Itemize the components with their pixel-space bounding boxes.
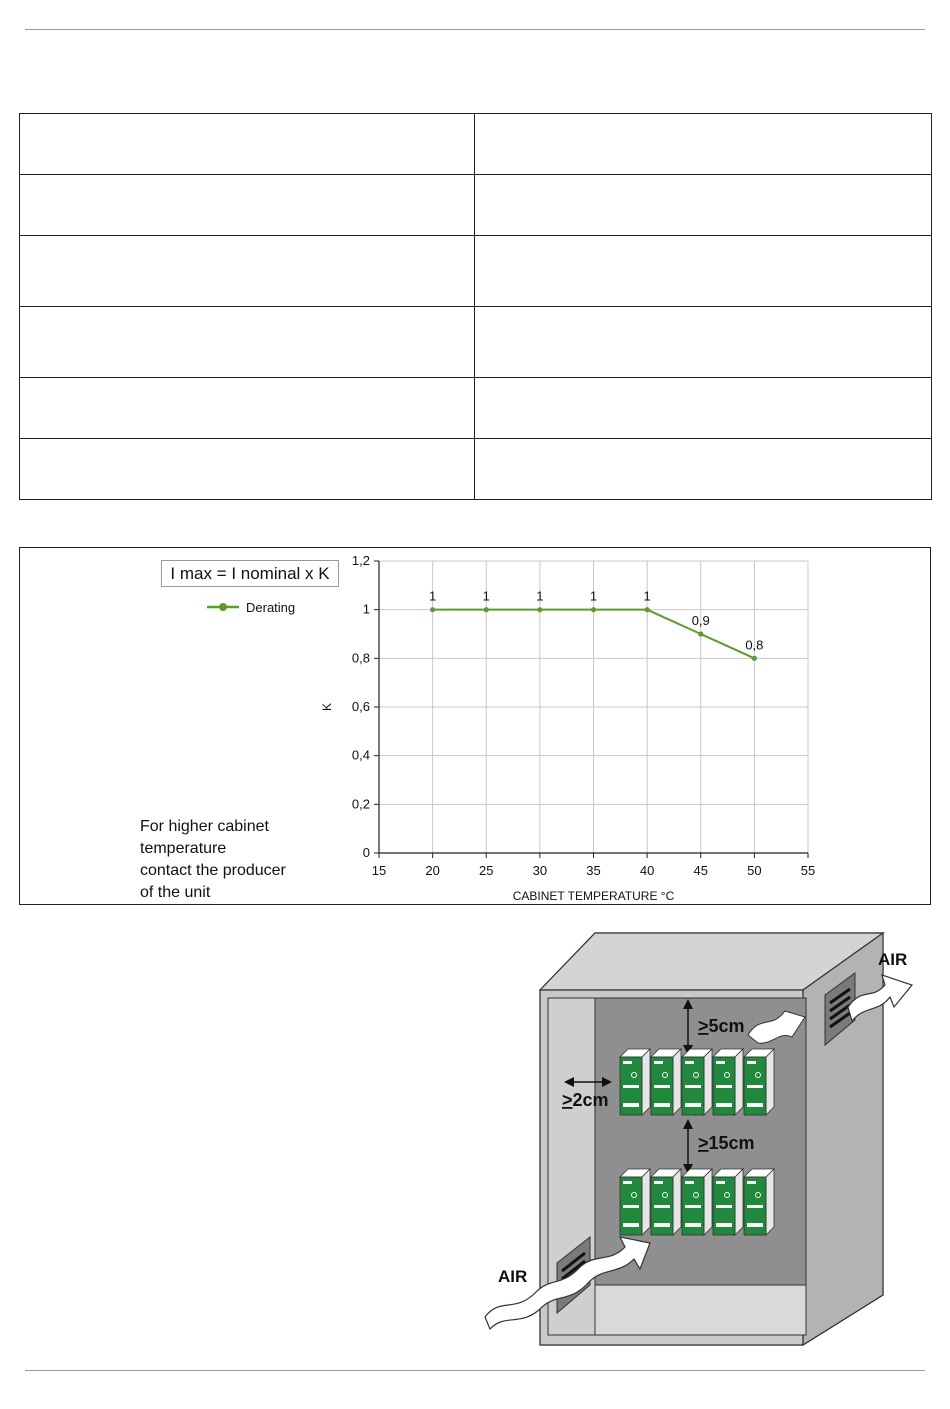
module-side xyxy=(735,1169,743,1235)
module-label-icon xyxy=(716,1205,732,1208)
data-point xyxy=(752,656,757,661)
module-label-icon xyxy=(747,1103,763,1107)
module-label-icon xyxy=(654,1085,670,1088)
y-tick-label: 0,8 xyxy=(351,650,370,666)
data-point xyxy=(430,607,435,612)
module-label-icon xyxy=(716,1181,725,1184)
row-clearance-label: >15cm xyxy=(698,1133,755,1153)
x-tick-label: 15 xyxy=(371,863,387,878)
table-cell xyxy=(20,175,475,236)
module-label-icon xyxy=(654,1181,663,1184)
module-label-icon xyxy=(716,1223,732,1227)
derating-chart xyxy=(20,548,930,904)
cabinet-floor xyxy=(595,1285,806,1335)
module-side xyxy=(766,1049,774,1115)
module-side xyxy=(704,1169,712,1235)
specification-table xyxy=(19,113,932,500)
table-cell xyxy=(475,307,932,378)
data-label: 1 xyxy=(429,588,437,604)
y-tick-label: 0,2 xyxy=(351,796,370,812)
module-label-icon xyxy=(685,1085,701,1088)
x-tick-label: 20 xyxy=(425,863,440,878)
module-label-icon xyxy=(654,1223,670,1227)
x-tick-label: 45 xyxy=(693,863,708,878)
note-line: For higher cabinet xyxy=(140,818,269,835)
data-label: 1 xyxy=(482,588,490,604)
module-label-icon xyxy=(623,1085,639,1088)
module-row-bottom xyxy=(620,1169,774,1235)
table-row xyxy=(20,378,932,439)
chart-axes xyxy=(352,553,815,878)
chart-grid xyxy=(379,561,808,853)
data-point xyxy=(537,607,542,612)
table-row xyxy=(20,236,932,307)
module-side xyxy=(642,1049,650,1115)
din-module xyxy=(620,1049,650,1115)
table-cell xyxy=(20,114,475,175)
y-tick-label: 0,4 xyxy=(351,747,370,763)
y-axis-label: K xyxy=(320,702,334,712)
x-axis-label: CABINET TEMPERATURE °C xyxy=(512,889,675,903)
data-label: 1 xyxy=(589,588,598,604)
table-cell xyxy=(20,307,475,378)
module-label-icon xyxy=(654,1205,670,1208)
x-tick-label: 30 xyxy=(532,863,548,878)
x-tick-label: 55 xyxy=(800,863,816,878)
module-label-icon xyxy=(716,1061,725,1064)
formula-box: I max = I nominal x K xyxy=(161,560,339,587)
module-label-icon xyxy=(747,1181,756,1184)
table-cell xyxy=(475,439,932,500)
din-module xyxy=(713,1049,743,1115)
module-label-icon xyxy=(747,1085,763,1088)
table-cell xyxy=(20,236,475,307)
din-module xyxy=(620,1169,650,1235)
din-module xyxy=(744,1169,774,1235)
module-side xyxy=(766,1169,774,1235)
data-point xyxy=(484,607,489,612)
side-clearance-label: >2cm xyxy=(562,1090,609,1110)
chart-series xyxy=(429,589,763,661)
note-line: temperature xyxy=(140,840,227,857)
module-label-icon xyxy=(685,1205,701,1208)
module-label-icon xyxy=(654,1103,670,1107)
table-cell xyxy=(20,439,475,500)
legend-label: Derating xyxy=(246,599,296,615)
module-label-icon xyxy=(623,1103,639,1107)
data-point xyxy=(591,607,596,612)
table-row xyxy=(20,175,932,236)
top-clearance-label: >5cm xyxy=(698,1016,745,1036)
derating-chart-panel xyxy=(19,547,931,905)
y-tick-label: 1,2 xyxy=(351,553,370,568)
module-label-icon xyxy=(685,1103,701,1107)
module-label-icon xyxy=(685,1181,694,1184)
module-label-icon xyxy=(685,1061,694,1064)
module-label-icon xyxy=(747,1223,763,1227)
x-tick-label: 40 xyxy=(639,863,655,878)
note-line: of the unit xyxy=(140,884,211,901)
data-label: 0,9 xyxy=(691,613,710,628)
air-out-label: AIR xyxy=(878,950,908,969)
table-row xyxy=(20,439,932,500)
data-point xyxy=(645,607,650,612)
table-cell xyxy=(475,236,932,307)
table-cell xyxy=(475,114,932,175)
module-label-icon xyxy=(747,1205,763,1208)
data-point xyxy=(698,631,703,636)
module-label-icon xyxy=(685,1223,701,1227)
table-row xyxy=(20,307,932,378)
y-tick-label: 1 xyxy=(362,601,370,617)
y-tick-label: 0 xyxy=(362,845,370,860)
module-label-icon xyxy=(623,1205,639,1208)
din-module xyxy=(651,1169,681,1235)
module-side xyxy=(735,1049,743,1115)
din-module xyxy=(682,1049,712,1115)
footer-rule xyxy=(25,1370,925,1371)
x-tick-label: 50 xyxy=(747,863,762,878)
data-label: 1 xyxy=(536,588,544,604)
data-label: 0,8 xyxy=(745,637,764,653)
din-module xyxy=(651,1049,681,1115)
module-side xyxy=(704,1049,712,1115)
air-in-label: AIR xyxy=(498,1267,528,1286)
cabinet-ventilation-diagram xyxy=(480,925,940,1355)
din-module xyxy=(713,1169,743,1235)
module-label-icon xyxy=(623,1181,632,1184)
module-label-icon xyxy=(716,1085,732,1088)
x-tick-label: 25 xyxy=(479,863,494,878)
table-cell xyxy=(20,378,475,439)
din-module xyxy=(682,1169,712,1235)
module-label-icon xyxy=(654,1061,663,1064)
module-label-icon xyxy=(623,1061,632,1064)
table-cell xyxy=(475,378,932,439)
data-label: 1 xyxy=(643,588,651,604)
table-cell xyxy=(475,175,932,236)
table-row xyxy=(20,114,932,175)
module-label-icon xyxy=(747,1061,756,1064)
module-side xyxy=(673,1169,681,1235)
y-tick-label: 0,6 xyxy=(351,699,370,714)
module-label-icon xyxy=(716,1103,732,1107)
module-label-icon xyxy=(623,1223,639,1227)
x-tick-label: 35 xyxy=(586,863,601,878)
note-line: contact the producer xyxy=(140,862,286,879)
header-rule xyxy=(25,29,925,30)
module-side xyxy=(673,1049,681,1115)
module-side xyxy=(642,1169,650,1235)
module-row-top xyxy=(620,1049,774,1115)
din-module xyxy=(744,1049,774,1115)
